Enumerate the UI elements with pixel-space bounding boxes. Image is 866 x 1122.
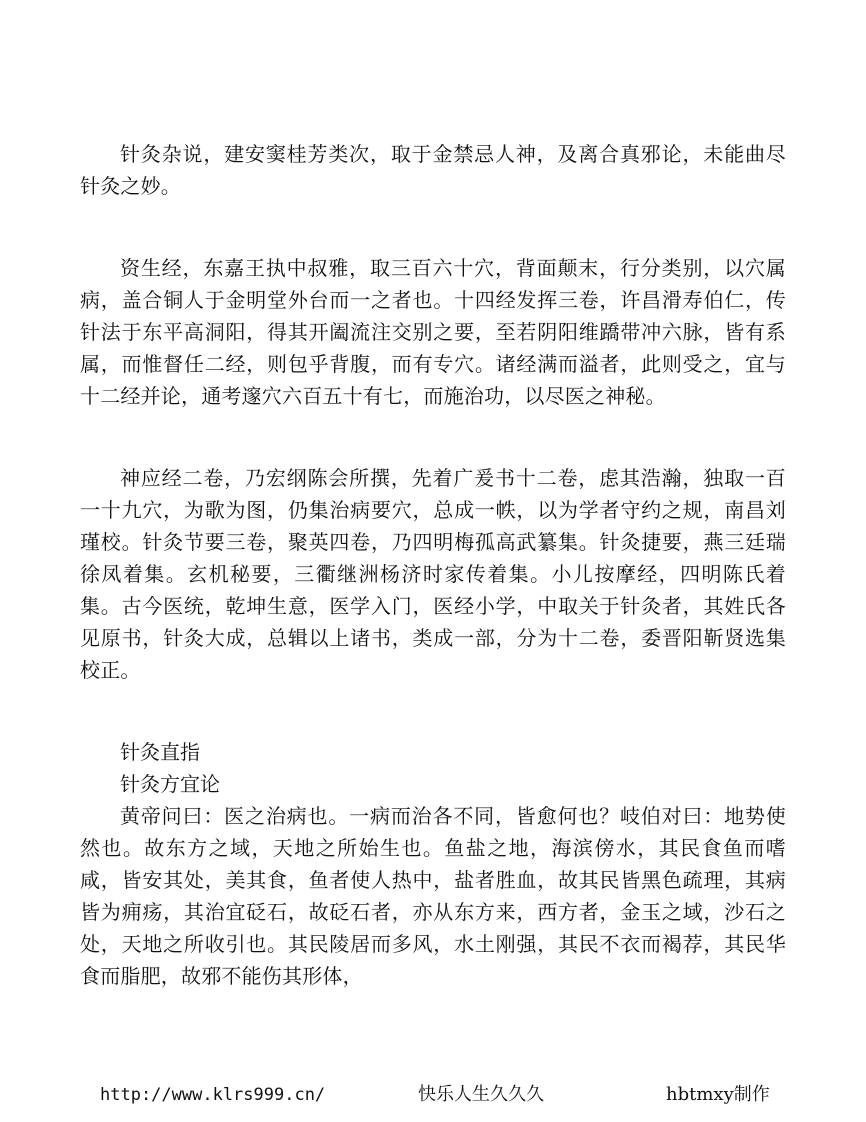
- section-zhenjiu-zhizhi: [80, 736, 786, 992]
- footer-slogan: 快乐人生久久久: [418, 1084, 544, 1105]
- paragraph-zhenjiu-zashuo: 针灸杂说，建安窦桂芳类次，取于金禁忌人神，及离合真邪论，未能曲尽针灸之妙。: [80, 142, 786, 198]
- paragraph-shenying-jing: 神应经二卷，乃宏纲陈会所撰，先着广爰书十二卷，虑其浩瀚，独取一百一十九穴，为歌为图，仍集治病要穴，总成一帙，以为学者守约之规，南昌刘瑾校。针灸节要三卷，聚英四卷，乃四明梅孤高武纂集。针灸捷要，燕三廷瑞徐凤着集。玄机秘要，三衢继洲杨济时家传着集。小儿按摩经，四明陈氏着集。古今医统，乾坤生意，医学入门，医经小学，中取关于针灸者，其姓氏各见原书，针灸大成，总辑以上诸书，类成一部，分为十二卷，委晋阳靳贤选集校正。: [80, 466, 786, 682]
- paragraph-huangdi-wen: 黄帝问曰：医之治病也。一病而治各不同，皆愈何也？岐伯对曰：地势使然也。故东方之域，天地之所始生也。鱼盐之地，海滨傍水，其民食鱼而嗜咸，皆安其处，美其食，鱼者使人热中，盐者胜血，故其民皆黑色疏理，其病皆为痈疡，其治宜砭石，故砭石者，亦从东方来，西方者，金玉之域，沙石之处，天地之所收引也。其民陵居而多风，水土刚强，其民不衣而褐荐，其民华食而脂肥，故邪不能伤其形体，: [80, 804, 786, 988]
- footer-url-link[interactable]: http://www.klrs999.cn/: [100, 1085, 326, 1105]
- paragraph-zisheng-jing: 资生经，东嘉王执中叔雅，取三百六十穴，背面颠末，行分类别，以穴属病，盖合铜人于金明堂外台而一之者也。十四经发挥三卷，许昌滑寿伯仁，传针法于东平高洞阳，得其开阖流注交别之要，至若阴阳维蹻带冲六脉，皆有系属，而惟督任二经，则包乎背腹，而有专穴。诸经满而溢者，此则受之，宜与十二经并论，通考邃穴六百五十有七，而施治功，以尽医之神秘。: [80, 256, 786, 408]
- section-heading-fangyi-lun: 针灸方宜论: [120, 772, 220, 796]
- page-footer: [0, 1080, 866, 1110]
- section-heading-zhizhi: 针灸直指: [120, 740, 200, 764]
- document-body: [80, 138, 786, 992]
- footer-credit: hbtmxy制作: [666, 1084, 770, 1105]
